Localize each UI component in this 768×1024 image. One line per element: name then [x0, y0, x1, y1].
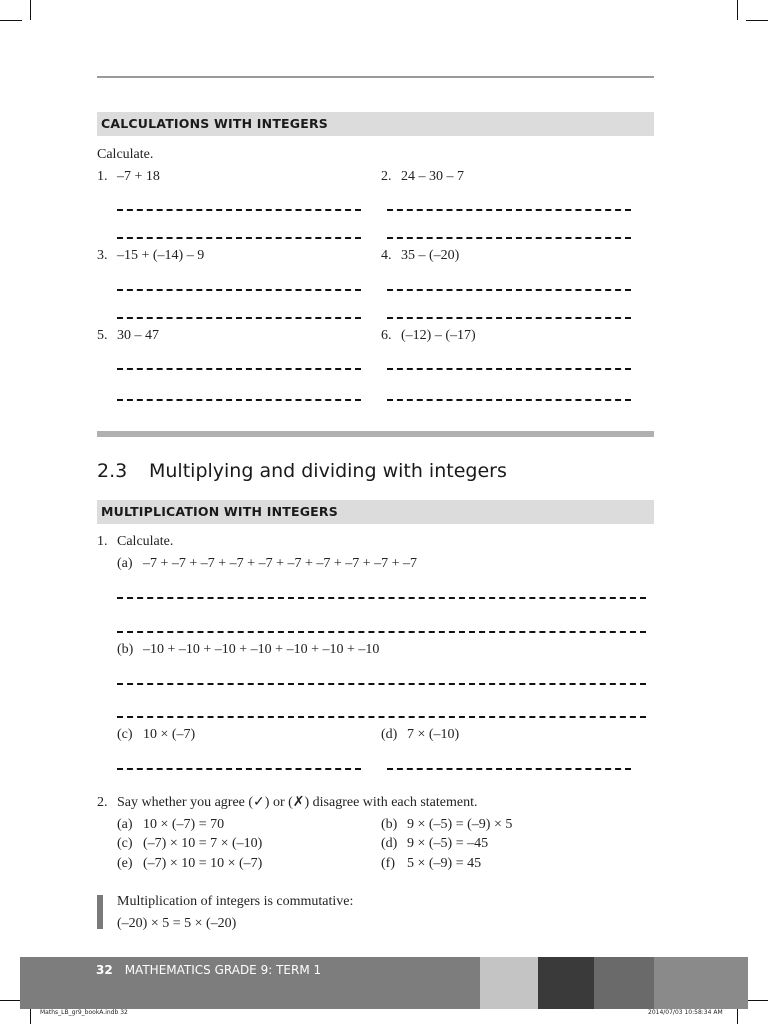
crop-mark: [30, 0, 31, 20]
question-2: [97, 794, 478, 812]
question-expression: 30 – 47: [117, 328, 159, 343]
part-label: (a): [117, 556, 133, 571]
footer-color-block: [654, 957, 748, 1009]
answer-line[interactable]: [117, 631, 646, 633]
answer-line[interactable]: [387, 399, 631, 401]
slug-file: Maths_LB_gr9_bookA.indb 32: [40, 1009, 128, 1016]
question-number: 3.: [97, 248, 108, 263]
question-number: 4.: [381, 248, 392, 263]
question-text: Say whether you agree (✓) or (✗) disagree with each statement.: [117, 795, 478, 810]
question-6: [381, 327, 476, 345]
answer-line[interactable]: [117, 368, 361, 370]
answer-line[interactable]: [117, 716, 646, 718]
statement-label: (d): [381, 836, 398, 851]
crop-mark: [737, 0, 738, 20]
answer-line[interactable]: [117, 768, 361, 770]
footer-color-block: [480, 957, 538, 1009]
footer-color-block: [594, 957, 654, 1009]
top-rule: [97, 76, 654, 78]
answer-line[interactable]: [387, 209, 631, 211]
question-number: 2.: [381, 169, 392, 184]
part-expression: 10 × (–7): [143, 727, 196, 742]
slug-timestamp: 2014/07/03 10:58:34 AM: [648, 1009, 723, 1016]
part-c: [117, 726, 195, 744]
part-expression: –10 + –10 + –10 + –10 + –10 + –10 + –10: [143, 642, 380, 657]
answer-line[interactable]: [117, 209, 361, 211]
part-expression: 7 × (–10): [407, 727, 460, 742]
answer-line[interactable]: [117, 399, 361, 401]
section-divider: [97, 431, 654, 437]
answer-line[interactable]: [387, 368, 631, 370]
statement-a: [117, 816, 224, 834]
section-heading: [97, 460, 507, 482]
calculations-banner: CALCULATIONS WITH INTEGERS: [97, 112, 654, 136]
question-5: [97, 327, 159, 345]
statement-label: (c): [117, 836, 133, 851]
question-expression: –7 + 18: [117, 169, 160, 184]
statement-expression: 9 × (–5) = (–9) × 5: [407, 817, 513, 832]
statement-expression: (–7) × 10 = 7 × (–10): [143, 836, 263, 851]
question-expression: (–12) – (–17): [401, 328, 476, 343]
crop-mark: [0, 20, 22, 21]
note-line-1: Multiplication of integers is commutative:: [117, 894, 354, 909]
part-label: (c): [117, 727, 133, 742]
question-3: [97, 247, 204, 265]
note-marker: [97, 895, 103, 929]
part-b: [117, 641, 379, 659]
question-expression: 35 – (–20): [401, 248, 460, 263]
answer-line[interactable]: [117, 237, 361, 239]
crop-mark: [0, 1000, 22, 1001]
statement-label: (f): [381, 856, 395, 871]
section-title: Multiplying and dividing with integers: [149, 460, 507, 482]
answer-line[interactable]: [117, 597, 646, 599]
part-label: (d): [381, 727, 398, 742]
answer-line[interactable]: [117, 289, 361, 291]
question-number: 1.: [97, 169, 108, 184]
answer-line[interactable]: [387, 317, 631, 319]
statement-expression: 9 × (–5) = –45: [407, 836, 489, 851]
crop-mark: [746, 1000, 768, 1001]
page-number: 32: [96, 963, 113, 977]
statement-e: [117, 855, 262, 873]
statement-label: (a): [117, 817, 133, 832]
answer-line[interactable]: [117, 317, 361, 319]
section-number: 2.3: [97, 460, 128, 482]
question-expression: 24 – 30 – 7: [401, 169, 464, 184]
crop-mark: [746, 20, 768, 21]
question-number: 6.: [381, 328, 392, 343]
multiplication-banner: MULTIPLICATION WITH INTEGERS: [97, 500, 654, 524]
question-1: [97, 533, 173, 551]
part-a: [117, 555, 417, 573]
statement-label: (b): [381, 817, 398, 832]
statement-f: [381, 855, 481, 873]
note-line-2: (–20) × 5 = 5 × (–20): [117, 916, 237, 931]
statement-b: [381, 816, 512, 834]
statement-expression: (–7) × 10 = 10 × (–7): [143, 856, 263, 871]
question-text: Calculate.: [117, 534, 174, 549]
answer-line[interactable]: [387, 237, 631, 239]
statement-expression: 5 × (–9) = 45: [407, 856, 482, 871]
footer-color-block: [538, 957, 594, 1009]
statement-expression: 10 × (–7) = 70: [143, 817, 225, 832]
part-label: (b): [117, 642, 134, 657]
answer-line[interactable]: [387, 289, 631, 291]
question-4: [381, 247, 459, 265]
footer-title: MATHEMATICS GRADE 9: TERM 1: [124, 963, 322, 977]
instruction-text: Calculate.: [97, 147, 154, 162]
statement-d: [381, 835, 488, 853]
answer-line[interactable]: [387, 768, 631, 770]
question-1: [97, 168, 160, 186]
question-2: [381, 168, 464, 186]
question-expression: –15 + (–14) – 9: [117, 248, 205, 263]
part-d: [381, 726, 459, 744]
question-number: 1.: [97, 534, 108, 549]
statement-label: (e): [117, 856, 133, 871]
part-expression: –7 + –7 + –7 + –7 + –7 + –7 + –7 + –7 + –7 + –7: [143, 556, 418, 571]
question-number: 5.: [97, 328, 108, 343]
answer-line[interactable]: [117, 683, 646, 685]
statement-c: [117, 835, 262, 853]
question-number: 2.: [97, 795, 108, 810]
footer-text: [96, 963, 321, 977]
